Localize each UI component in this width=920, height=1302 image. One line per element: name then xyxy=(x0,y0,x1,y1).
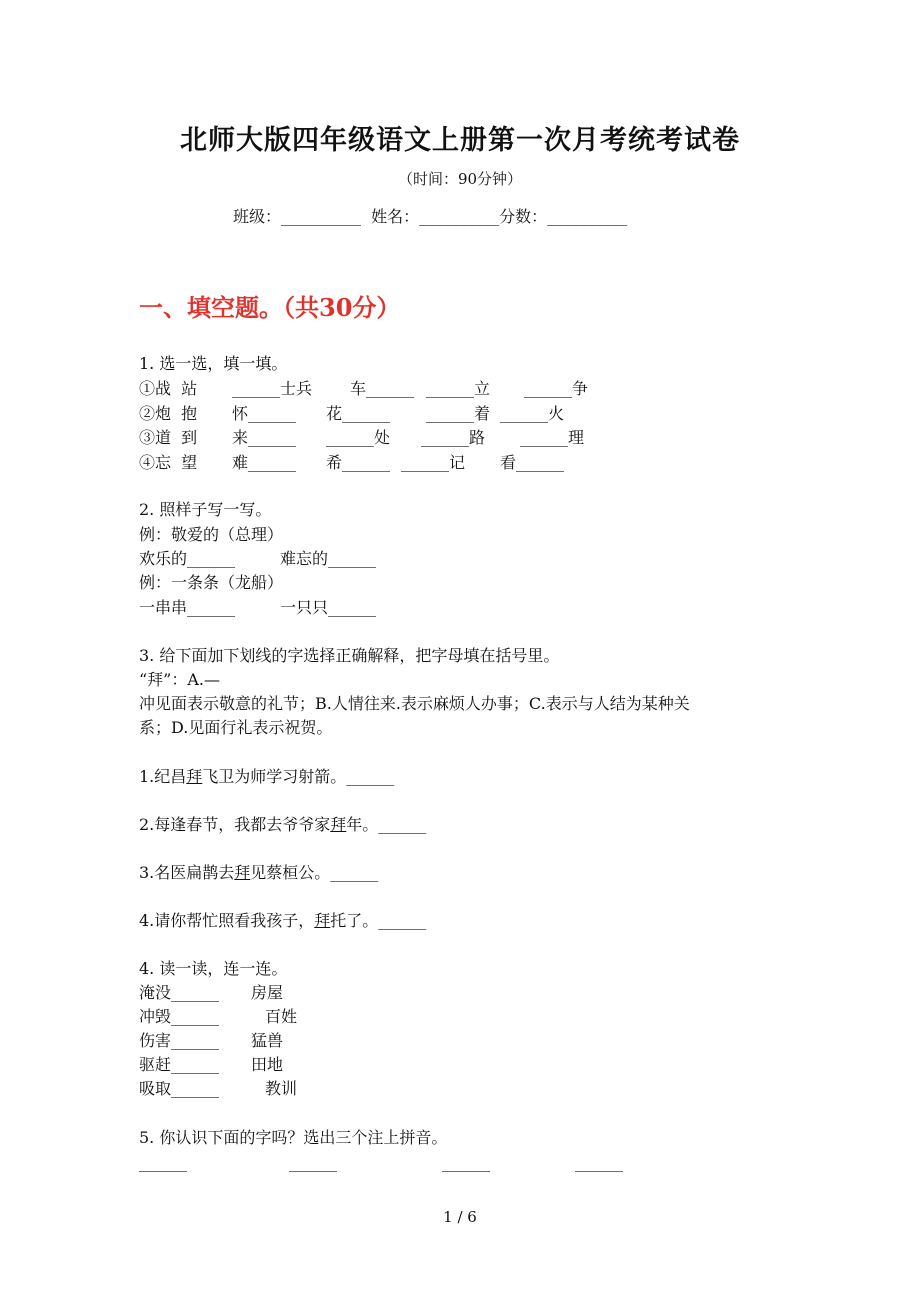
page-number: 1 / 6 xyxy=(443,1208,477,1226)
q3-definition: 系；D.见面行礼表示祝贺。 xyxy=(139,718,333,737)
q2-example: 例：一条条（龙船） xyxy=(139,573,284,592)
q5-blank: ______ xyxy=(139,1153,187,1172)
q5-blank: ______ xyxy=(289,1153,337,1172)
q1-cell: 车______ xyxy=(350,379,415,398)
q2-cell: 难忘的______ xyxy=(280,549,377,568)
q1-heading: 1. 选一选，填一填。 xyxy=(139,354,288,373)
q1-cell: ③道 到 xyxy=(139,428,198,447)
q1-cell: 看______ xyxy=(500,453,565,472)
q1-cell: ④忘 望 xyxy=(139,453,198,472)
q1-cell: 怀______ xyxy=(232,404,297,423)
student-info-line: 班级：__________ 姓名：__________分数：__________ xyxy=(233,207,628,226)
q1-cell: 花______ xyxy=(326,404,391,423)
q1-cell: ______火 xyxy=(500,404,565,423)
q4-heading: 4. 读一读，连一连。 xyxy=(139,959,288,978)
q1-cell: ______着 xyxy=(426,404,491,423)
q3-item-text: 飞卫为师学习射箭。______ xyxy=(202,767,395,786)
q1-cell: ______理 xyxy=(520,428,585,447)
q4-left-word: 吸取______ xyxy=(139,1079,220,1098)
q4-left-word: 淹没______ xyxy=(139,983,220,1002)
q4-left-word: 驱赶______ xyxy=(139,1055,220,1074)
q4-right-word: 猛兽 xyxy=(251,1031,284,1050)
q1-cell: ②炮 抱 xyxy=(139,404,198,423)
exam-duration: （时间：90分钟） xyxy=(397,170,523,188)
q3-item-text: 年。______ xyxy=(346,815,427,834)
q2-cell: 欢乐的______ xyxy=(139,549,236,568)
q1-cell: ______立 xyxy=(426,379,491,398)
q1-cell: ______争 xyxy=(524,379,589,398)
q4-right-word: 百姓 xyxy=(265,1007,298,1026)
q4-right-word: 教训 xyxy=(265,1079,298,1098)
q5-heading: 5. 你认识下面的字吗？选出三个注上拼音。 xyxy=(139,1128,448,1147)
underlined-char: 拜 xyxy=(314,911,331,930)
q3-definition: 冲见面表示敬意的礼节；B.人情往来.表示麻烦人办事；C.表示与人结为某种关 xyxy=(139,694,690,713)
q1-cell: ①战 站 xyxy=(139,379,198,398)
q3-definition: “拜”：A.— xyxy=(139,670,221,689)
q3-item-text: 见蔡桓公。______ xyxy=(250,863,379,882)
q5-blank: ______ xyxy=(575,1153,623,1172)
underlined-char: 拜 xyxy=(234,863,251,882)
q2-cell: 一串串______ xyxy=(139,598,236,617)
q4-left-word: 伤害______ xyxy=(139,1031,220,1050)
q3-item-text: 4.请你帮忙照看我孩子， xyxy=(139,911,315,930)
q3-item-text: 托了。______ xyxy=(330,911,427,930)
q3-heading: 3. 给下面加下划线的字选择正确解释，把字母填在括号里。 xyxy=(139,646,560,665)
page-title: 北师大版四年级语文上册第一次月考统考试卷 xyxy=(180,125,740,156)
q2-heading: 2. 照样子写一写。 xyxy=(139,500,272,519)
underlined-char: 拜 xyxy=(186,767,203,786)
q1-cell: ______士兵 xyxy=(232,379,313,398)
q3-item-text: 2.每逢春节，我都去爷爷家 xyxy=(139,815,331,834)
underlined-char: 拜 xyxy=(330,815,347,834)
q2-example: 例：敬爱的（总理） xyxy=(139,525,284,544)
q5-blank: ______ xyxy=(442,1153,490,1172)
q4-left-word: 冲毁______ xyxy=(139,1007,220,1026)
q4-right-word: 房屋 xyxy=(251,983,284,1002)
q1-cell: 来______ xyxy=(232,428,297,447)
q3-item xyxy=(139,815,426,835)
q3-item xyxy=(139,767,394,787)
q1-cell: 难______ xyxy=(232,453,297,472)
q1-cell: ______处 xyxy=(326,428,391,447)
q3-item xyxy=(139,911,426,931)
q1-cell: 希______ xyxy=(326,453,391,472)
section-heading-fill-blanks: 一、填空题。（共30分） xyxy=(139,293,401,322)
q3-item-text: 1.纪昌 xyxy=(139,767,187,786)
q1-cell: ______记 xyxy=(401,453,466,472)
q3-item-text: 3.名医扁鹊去 xyxy=(139,863,235,882)
q1-cell: ______路 xyxy=(421,428,486,447)
q4-right-word: 田地 xyxy=(251,1055,284,1074)
q2-cell: 一只只______ xyxy=(280,598,377,617)
q3-item xyxy=(139,863,378,883)
